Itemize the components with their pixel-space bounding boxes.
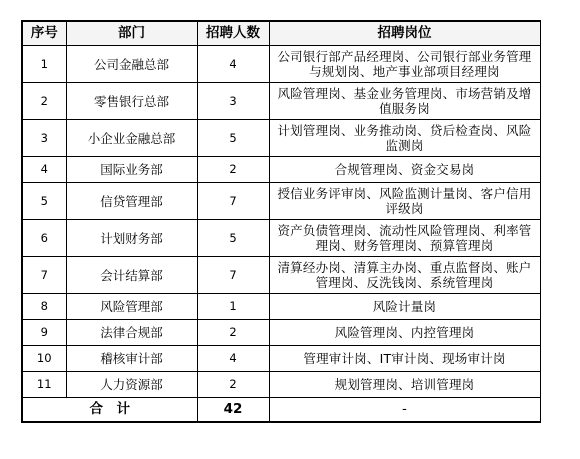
row-count: 2 <box>197 372 269 398</box>
row-positions: 风险计量岗 <box>269 294 540 320</box>
row-count: 2 <box>197 157 269 183</box>
header-dept: 部门 <box>66 21 197 46</box>
row-no: 7 <box>22 257 66 294</box>
row-count: 1 <box>197 294 269 320</box>
total-count: 42 <box>197 398 269 423</box>
row-no: 9 <box>22 320 66 346</box>
table-row <box>22 183 540 220</box>
table-row <box>22 220 540 257</box>
row-positions: 风险管理岗、基金业务管理岗、市场营销及增值服务岗 <box>269 83 540 120</box>
table-row <box>22 372 540 398</box>
total-row <box>22 398 540 423</box>
row-no: 5 <box>22 183 66 220</box>
table-row <box>22 257 540 294</box>
row-count: 5 <box>197 120 269 157</box>
row-positions: 计划管理岗、业务推动岗、贷后检查岗、风险监测岗 <box>269 120 540 157</box>
table-row <box>22 346 540 372</box>
table-header-row <box>22 21 540 46</box>
row-count: 3 <box>197 83 269 120</box>
row-count: 5 <box>197 220 269 257</box>
row-positions: 授信业务评审岗、风险监测计量岗、客户信用评级岗 <box>269 183 540 220</box>
header-count: 招聘人数 <box>197 21 269 46</box>
row-dept: 信贷管理部 <box>66 183 197 220</box>
row-dept: 法律合规部 <box>66 320 197 346</box>
recruitment-table <box>21 20 541 423</box>
header-positions: 招聘岗位 <box>269 21 540 46</box>
total-label: 合 计 <box>22 398 197 423</box>
row-no: 11 <box>22 372 66 398</box>
row-no: 1 <box>22 46 66 83</box>
total-positions: - <box>269 398 540 423</box>
row-positions: 管理审计岗、IT审计岗、现场审计岗 <box>269 346 540 372</box>
row-dept: 国际业务部 <box>66 157 197 183</box>
row-dept: 人力资源部 <box>66 372 197 398</box>
row-no: 10 <box>22 346 66 372</box>
row-count: 4 <box>197 46 269 83</box>
row-no: 6 <box>22 220 66 257</box>
table-row <box>22 46 540 83</box>
row-dept: 小企业金融总部 <box>66 120 197 157</box>
row-count: 2 <box>197 320 269 346</box>
row-positions: 公司银行部产品经理岗、公司银行部业务管理与规划岗、地产事业部项目经理岗 <box>269 46 540 83</box>
row-count: 4 <box>197 346 269 372</box>
row-positions: 规划管理岗、培训管理岗 <box>269 372 540 398</box>
row-positions: 合规管理岗、资金交易岗 <box>269 157 540 183</box>
table-row <box>22 320 540 346</box>
row-dept: 稽核审计部 <box>66 346 197 372</box>
row-dept: 计划财务部 <box>66 220 197 257</box>
table-row <box>22 120 540 157</box>
row-dept: 零售银行总部 <box>66 83 197 120</box>
header-no: 序号 <box>22 21 66 46</box>
row-count: 7 <box>197 183 269 220</box>
row-positions: 资产负债管理岗、流动性风险管理岗、利率管理岗、财务管理岗、预算管理岗 <box>269 220 540 257</box>
row-no: 8 <box>22 294 66 320</box>
table-row <box>22 83 540 120</box>
row-dept: 风险管理部 <box>66 294 197 320</box>
row-no: 4 <box>22 157 66 183</box>
row-positions: 风险管理岗、内控管理岗 <box>269 320 540 346</box>
table-row <box>22 294 540 320</box>
row-dept: 公司金融总部 <box>66 46 197 83</box>
row-no: 3 <box>22 120 66 157</box>
row-count: 7 <box>197 257 269 294</box>
table-row <box>22 157 540 183</box>
row-positions: 清算经办岗、清算主办岗、重点监督岗、账户管理岗、反洗钱岗、系统管理岗 <box>269 257 540 294</box>
row-no: 2 <box>22 83 66 120</box>
row-dept: 会计结算部 <box>66 257 197 294</box>
